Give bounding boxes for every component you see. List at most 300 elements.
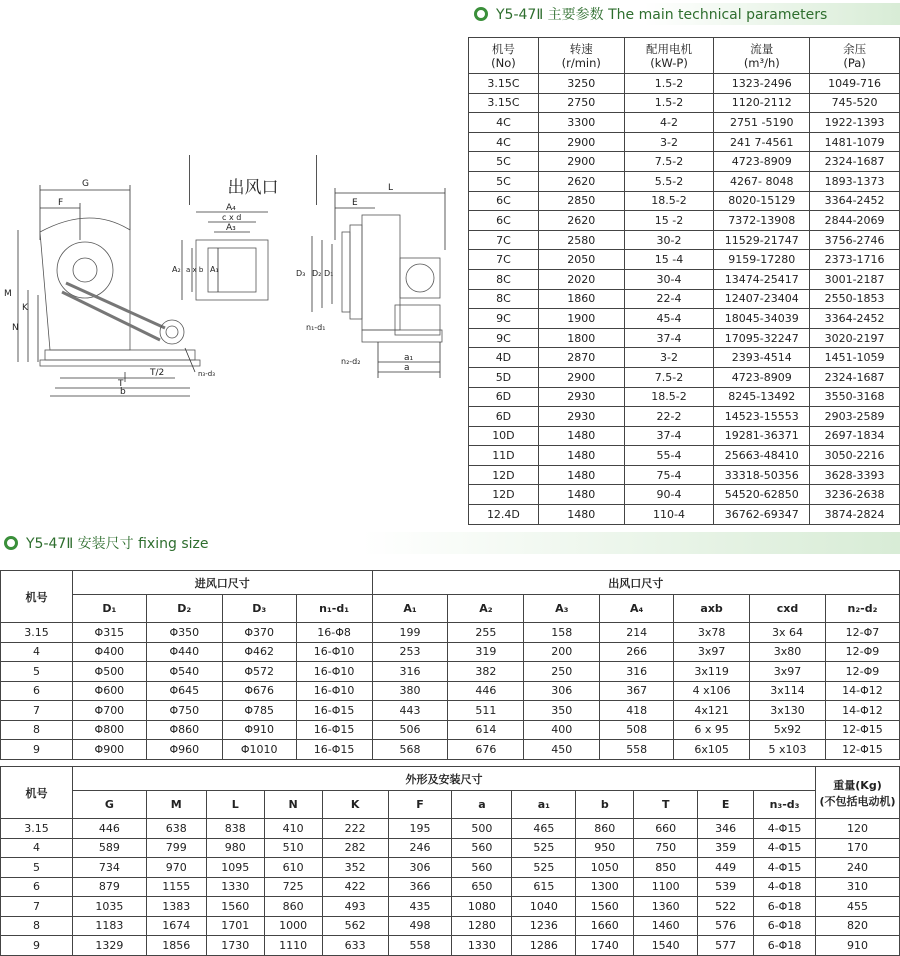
params-cell: 3.15C <box>469 93 539 113</box>
fix2-cell: 1035 <box>72 897 146 917</box>
params-cell: 2324-1687 <box>810 152 900 172</box>
params-cell: 3364-2452 <box>810 191 900 211</box>
fix2-cell: 1460 <box>634 916 698 936</box>
fix2-col: M <box>146 791 206 819</box>
fix2-cell: 860 <box>576 819 634 839</box>
fix1-cell: Φ600 <box>72 681 146 701</box>
params-cell: 2750 <box>538 93 624 113</box>
fix2-cell: 650 <box>452 877 512 897</box>
fix1-col: A₃ <box>524 595 600 623</box>
fix2-cell: 446 <box>72 819 146 839</box>
fix2-col: N <box>264 791 322 819</box>
fix1-cell: 3x78 <box>674 623 750 643</box>
fix1-row <box>1 681 900 701</box>
fix2-cell: 589 <box>72 838 146 858</box>
params-cell: 1.5-2 <box>624 93 714 113</box>
params-col-cn: 配用电机 <box>646 41 693 56</box>
params-cell: 2393-4514 <box>714 348 810 368</box>
params-cell: 3364-2452 <box>810 309 900 329</box>
params-cell: 1481-1079 <box>810 132 900 152</box>
fix1-col: axb <box>674 595 750 623</box>
params-cell: 12407-23404 <box>714 289 810 309</box>
fix1-col: cxd <box>750 595 826 623</box>
params-cell: 2020 <box>538 269 624 289</box>
fix1-cell: 3x130 <box>750 701 826 721</box>
params-cell: 25663-48410 <box>714 446 810 466</box>
params-cell: 3550-3168 <box>810 387 900 407</box>
params-row <box>469 269 900 289</box>
params-col-header <box>810 38 900 74</box>
dim-T2: T/2 <box>150 368 165 378</box>
fix2-col: G <box>72 791 146 819</box>
fix2-cell: 195 <box>388 819 452 839</box>
fix2-column-header <box>1 791 900 819</box>
params-row <box>469 426 900 446</box>
params-cell: 6D <box>469 407 539 427</box>
fix2-cell: 366 <box>388 877 452 897</box>
fix2-cell: 615 <box>512 877 576 897</box>
params-cell: 2900 <box>538 152 624 172</box>
fix2-cell: 633 <box>322 936 388 956</box>
fix1-cell: 253 <box>372 642 448 662</box>
params-cell: 745-520 <box>810 93 900 113</box>
fix2-cell: 980 <box>206 838 264 858</box>
fix2-cell: 1740 <box>576 936 634 956</box>
params-row <box>469 132 900 152</box>
params-cell: 2844-2069 <box>810 211 900 231</box>
fix2-cell: 240 <box>816 858 900 878</box>
fix1-col: n₂-d₂ <box>825 595 899 623</box>
params-cell: 8020-15129 <box>714 191 810 211</box>
fix1-cell: 14-Φ12 <box>825 681 899 701</box>
fix1-cell: 450 <box>524 740 600 760</box>
fix2-col: a₁ <box>512 791 576 819</box>
fix2-col: E <box>698 791 754 819</box>
params-col-cn: 流量 <box>750 41 774 56</box>
fix1-cell: Φ400 <box>72 642 146 662</box>
fix2-cell: 1329 <box>72 936 146 956</box>
fix2-col: a <box>452 791 512 819</box>
fix2-cell: 6-Φ18 <box>754 916 816 936</box>
params-title: Y5-47Ⅱ 主要参数 The main technical parameters <box>496 7 828 23</box>
fix1-cell: 306 <box>524 681 600 701</box>
fix1-cell: 5x92 <box>750 720 826 740</box>
params-cell: 4723-8909 <box>714 152 810 172</box>
fix1-col: D₂ <box>146 595 222 623</box>
fix2-cell: 120 <box>816 819 900 839</box>
params-cell: 6C <box>469 211 539 231</box>
fix1-cell: Φ676 <box>222 681 296 701</box>
dim-N: N <box>12 323 19 333</box>
fix2-jihao: 机号 <box>1 767 73 819</box>
fix2-cell: 850 <box>634 858 698 878</box>
fix1-row <box>1 642 900 662</box>
fix2-cell: 1110 <box>264 936 322 956</box>
params-cell: 3020-2197 <box>810 328 900 348</box>
fix1-cell: 12-Φ15 <box>825 720 899 740</box>
fix2-cell: 725 <box>264 877 322 897</box>
fix2-weight-line2: (不包括电动机) <box>819 794 896 808</box>
params-cell: 11D <box>469 446 539 466</box>
params-col-en: (No) <box>491 55 516 70</box>
fix1-cell: Φ572 <box>222 662 296 682</box>
fix1-cell: 4 <box>1 642 73 662</box>
fix2-cell: 1660 <box>576 916 634 936</box>
fix1-cell: Φ910 <box>222 720 296 740</box>
params-row <box>469 113 900 133</box>
fix1-cell: 200 <box>524 642 600 662</box>
dim-cxd: c x d <box>222 213 242 222</box>
params-cell: 3-2 <box>624 132 714 152</box>
dim-A4: A₄ <box>226 203 236 213</box>
fix2-cell: 1330 <box>206 877 264 897</box>
params-col-cn: 转速 <box>569 41 593 56</box>
params-row <box>469 250 900 270</box>
fix1-cell: 6 <box>1 681 73 701</box>
fix2-cell: 838 <box>206 819 264 839</box>
params-cell: 1860 <box>538 289 624 309</box>
fix2-cell: 4-Φ15 <box>754 819 816 839</box>
params-cell: 6D <box>469 387 539 407</box>
params-cell: 1480 <box>538 505 624 525</box>
params-cell: 9C <box>469 309 539 329</box>
fix2-cell: 950 <box>576 838 634 858</box>
dim-n2d2: n₂-d₂ <box>341 357 361 366</box>
fix2-body <box>1 819 900 956</box>
fix2-cell: 1560 <box>206 897 264 917</box>
fix2-cell: 660 <box>634 819 698 839</box>
params-cell: 12D <box>469 465 539 485</box>
params-cell: 3300 <box>538 113 624 133</box>
params-row <box>469 230 900 250</box>
params-cell: 3-2 <box>624 348 714 368</box>
fix2-cell: 1236 <box>512 916 576 936</box>
fix1-col: A₄ <box>600 595 674 623</box>
fix2-cell: 282 <box>322 838 388 858</box>
fix2-cell: 1300 <box>576 877 634 897</box>
params-cell: 1480 <box>538 446 624 466</box>
dim-E: E <box>352 198 358 208</box>
fix1-column-header <box>1 595 900 623</box>
fix1-row <box>1 720 900 740</box>
fix1-cell: 158 <box>524 623 600 643</box>
fix1-cell: Φ700 <box>72 701 146 721</box>
fix2-cell: 638 <box>146 819 206 839</box>
params-cell: 8C <box>469 289 539 309</box>
dim-F: F <box>58 198 64 208</box>
fix2-cell: 734 <box>72 858 146 878</box>
fix2-cell: 500 <box>452 819 512 839</box>
params-cell: 2850 <box>538 191 624 211</box>
params-cell: 1900 <box>538 309 624 329</box>
params-row <box>469 505 900 525</box>
fix2-cell: 1701 <box>206 916 264 936</box>
fix1-cell: 4x121 <box>674 701 750 721</box>
params-table-body <box>469 74 900 525</box>
params-cell: 241 7-4561 <box>714 132 810 152</box>
params-cell: 5C <box>469 171 539 191</box>
params-cell: 22-4 <box>624 289 714 309</box>
fix2-cell: 410 <box>264 819 322 839</box>
params-cell: 18.5-2 <box>624 191 714 211</box>
params-cell: 3050-2216 <box>810 446 900 466</box>
params-cell: 18.5-2 <box>624 387 714 407</box>
params-cell: 4723-8909 <box>714 367 810 387</box>
params-row <box>469 446 900 466</box>
fix2-cell: 750 <box>634 838 698 858</box>
fix2-cell: 1183 <box>72 916 146 936</box>
fix2-col: F <box>388 791 452 819</box>
fix2-cell: 6-Φ18 <box>754 936 816 956</box>
fix2-cell: 1155 <box>146 877 206 897</box>
dim-A2: A₂ <box>172 265 181 274</box>
params-col-en: (m³/h) <box>743 55 780 70</box>
dim-M: M <box>4 289 12 299</box>
dim-a: a <box>404 363 410 373</box>
fix1-cell: 6x105 <box>674 740 750 760</box>
params-cell: 7.5-2 <box>624 152 714 172</box>
fix1-cell: 508 <box>600 720 674 740</box>
params-row <box>469 485 900 505</box>
fix2-cell: 5 <box>1 858 73 878</box>
params-cell: 4C <box>469 132 539 152</box>
fix2-cell: 1100 <box>634 877 698 897</box>
fix1-cell: Φ800 <box>72 720 146 740</box>
fix1-col: A₁ <box>372 595 448 623</box>
fix2-cell: 560 <box>452 858 512 878</box>
params-cell: 15 -4 <box>624 250 714 270</box>
fix1-cell: 14-Φ12 <box>825 701 899 721</box>
fix2-cell: 799 <box>146 838 206 858</box>
fix1-jihao: 机号 <box>1 571 73 623</box>
fix1-cell: 9 <box>1 740 73 760</box>
params-cell: 11529-21747 <box>714 230 810 250</box>
fix-header <box>4 532 900 554</box>
params-cell: 30-4 <box>624 269 714 289</box>
fix1-cell: Φ900 <box>72 740 146 760</box>
params-row <box>469 152 900 172</box>
params-row <box>469 211 900 231</box>
params-cell: 1451-1059 <box>810 348 900 368</box>
fix2-cell: 422 <box>322 877 388 897</box>
params-cell: 55-4 <box>624 446 714 466</box>
fix2-col: T <box>634 791 698 819</box>
params-row <box>469 387 900 407</box>
params-cell: 2373-1716 <box>810 250 900 270</box>
fix-table-inlet-outlet <box>0 570 900 760</box>
fix1-cell: 676 <box>448 740 524 760</box>
params-cell: 4267- 8048 <box>714 171 810 191</box>
fix2-row <box>1 897 900 917</box>
dim-b: b <box>120 387 126 397</box>
dim-K: K <box>22 303 28 313</box>
fix1-cell: 367 <box>600 681 674 701</box>
params-cell: 1800 <box>538 328 624 348</box>
params-col-en: (Pa) <box>843 55 866 70</box>
params-row <box>469 348 900 368</box>
params-cell: 12D <box>469 485 539 505</box>
fix1-cell: 3x97 <box>674 642 750 662</box>
fix2-cell: 8 <box>1 916 73 936</box>
fix2-cell: 1730 <box>206 936 264 956</box>
fix2-cell: 170 <box>816 838 900 858</box>
fix2-cell: 449 <box>698 858 754 878</box>
params-col-cn: 机号 <box>491 41 515 56</box>
params-cell: 2900 <box>538 367 624 387</box>
params-cell: 3001-2187 <box>810 269 900 289</box>
fix1-cell: 316 <box>372 662 448 682</box>
fix2-col: b <box>576 791 634 819</box>
fix-table-outline <box>0 766 900 956</box>
dim-a1: a₁ <box>404 353 414 363</box>
params-cell: 1480 <box>538 485 624 505</box>
params-cell: 3628-3393 <box>810 465 900 485</box>
fix1-cell: Φ750 <box>146 701 222 721</box>
params-cell: 2620 <box>538 211 624 231</box>
params-cell: 37-4 <box>624 426 714 446</box>
fix1-cell: 199 <box>372 623 448 643</box>
fix2-cell: 577 <box>698 936 754 956</box>
params-cell: 8245-13492 <box>714 387 810 407</box>
params-row <box>469 407 900 427</box>
params-col-header <box>714 38 810 74</box>
params-col-en: (kW-P) <box>650 55 688 70</box>
params-cell: 1922-1393 <box>810 113 900 133</box>
fix2-cell: 1560 <box>576 897 634 917</box>
dim-D2: D₂ <box>312 269 322 278</box>
dim-T: T <box>118 379 124 389</box>
fix2-outline-header: 外形及安装尺寸 <box>72 767 815 791</box>
fix2-cell: 1383 <box>146 897 206 917</box>
fix2-row <box>1 858 900 878</box>
fix2-cell: 246 <box>388 838 452 858</box>
fix2-cell: 970 <box>146 858 206 878</box>
params-cell: 18045-34039 <box>714 309 810 329</box>
fix1-outlet-header: 出风口尺寸 <box>372 571 899 595</box>
params-row <box>469 74 900 94</box>
fix2-cell: 4-Φ18 <box>754 877 816 897</box>
fix1-cell: 350 <box>524 701 600 721</box>
params-cell: 3874-2824 <box>810 505 900 525</box>
params-cell: 75-4 <box>624 465 714 485</box>
params-cell: 2930 <box>538 407 624 427</box>
fix2-cell: 879 <box>72 877 146 897</box>
fix1-cell: 614 <box>448 720 524 740</box>
fix1-row <box>1 701 900 721</box>
fix1-cell: 511 <box>448 701 524 721</box>
fix1-cell: 506 <box>372 720 448 740</box>
fix1-cell: 380 <box>372 681 448 701</box>
params-cell: 110-4 <box>624 505 714 525</box>
bullet-circle-icon <box>474 7 488 21</box>
fix2-cell: 222 <box>322 819 388 839</box>
fix2-col: K <box>322 791 388 819</box>
params-cell: 1.5-2 <box>624 74 714 94</box>
params-cell: 3.15C <box>469 74 539 94</box>
params-cell: 33318-50356 <box>714 465 810 485</box>
params-header <box>474 3 900 25</box>
fix1-cell: 5 x103 <box>750 740 826 760</box>
params-row <box>469 465 900 485</box>
fix2-cell: 7 <box>1 897 73 917</box>
params-cell: 7.5-2 <box>624 367 714 387</box>
fix2-cell: 4-Φ15 <box>754 858 816 878</box>
fix2-cell: 6-Φ18 <box>754 897 816 917</box>
fix1-cell: Φ462 <box>222 642 296 662</box>
fix2-cell: 1360 <box>634 897 698 917</box>
params-cell: 3756-2746 <box>810 230 900 250</box>
fix1-body <box>1 623 900 760</box>
fix2-cell: 522 <box>698 897 754 917</box>
fix1-cell: 446 <box>448 681 524 701</box>
fix1-cell: Φ440 <box>146 642 222 662</box>
fix2-cell: 1856 <box>146 936 206 956</box>
params-cell: 2620 <box>538 171 624 191</box>
fix1-cell: 319 <box>448 642 524 662</box>
fix1-cell: 16-Φ15 <box>296 740 372 760</box>
fix2-row <box>1 916 900 936</box>
fix2-cell: 610 <box>264 858 322 878</box>
params-col-header <box>538 38 624 74</box>
fix1-cell: Φ645 <box>146 681 222 701</box>
fix1-cell: 12-Φ7 <box>825 623 899 643</box>
dim-G: G <box>82 179 89 189</box>
params-cell: 13474-25417 <box>714 269 810 289</box>
fix1-cell: 255 <box>448 623 524 643</box>
bullet-circle-icon <box>4 536 18 550</box>
dim-axb: a x b <box>186 266 204 274</box>
fix2-cell: 1540 <box>634 936 698 956</box>
params-col-cn: 余压 <box>843 41 867 56</box>
fix2-cell: 435 <box>388 897 452 917</box>
params-cell: 3236-2638 <box>810 485 900 505</box>
fix1-cell: 3x 64 <box>750 623 826 643</box>
params-cell: 10D <box>469 426 539 446</box>
params-table <box>468 37 900 525</box>
fix2-cell: 6 <box>1 877 73 897</box>
fix2-row <box>1 936 900 956</box>
fix1-cell: 382 <box>448 662 524 682</box>
fix2-cell: 560 <box>452 838 512 858</box>
fix1-row <box>1 623 900 643</box>
fix2-cell: 525 <box>512 838 576 858</box>
fix2-cell: 359 <box>698 838 754 858</box>
fix2-cell: 1330 <box>452 936 512 956</box>
fix1-cell: 16-Φ15 <box>296 701 372 721</box>
params-row <box>469 289 900 309</box>
fix1-cell: Φ960 <box>146 740 222 760</box>
fix1-cell: 266 <box>600 642 674 662</box>
fix2-cell: 1286 <box>512 936 576 956</box>
fix2-weight-line1: 重量(Kg) <box>833 778 882 792</box>
fix2-col: n₃-d₃ <box>754 791 816 819</box>
params-cell: 5C <box>469 152 539 172</box>
fix2-cell: 310 <box>816 877 900 897</box>
params-cell: 2900 <box>538 132 624 152</box>
fix2-cell: 539 <box>698 877 754 897</box>
fix1-cell: 400 <box>524 720 600 740</box>
params-cell: 22-2 <box>624 407 714 427</box>
fix1-col: D₃ <box>222 595 296 623</box>
fix2-row <box>1 819 900 839</box>
fix2-cell: 9 <box>1 936 73 956</box>
params-cell: 2697-1834 <box>810 426 900 446</box>
params-col-header <box>624 38 714 74</box>
fix2-cell: 558 <box>388 936 452 956</box>
fix1-cell: 16-Φ10 <box>296 642 372 662</box>
fix2-cell: 455 <box>816 897 900 917</box>
fix1-cell: Φ315 <box>72 623 146 643</box>
